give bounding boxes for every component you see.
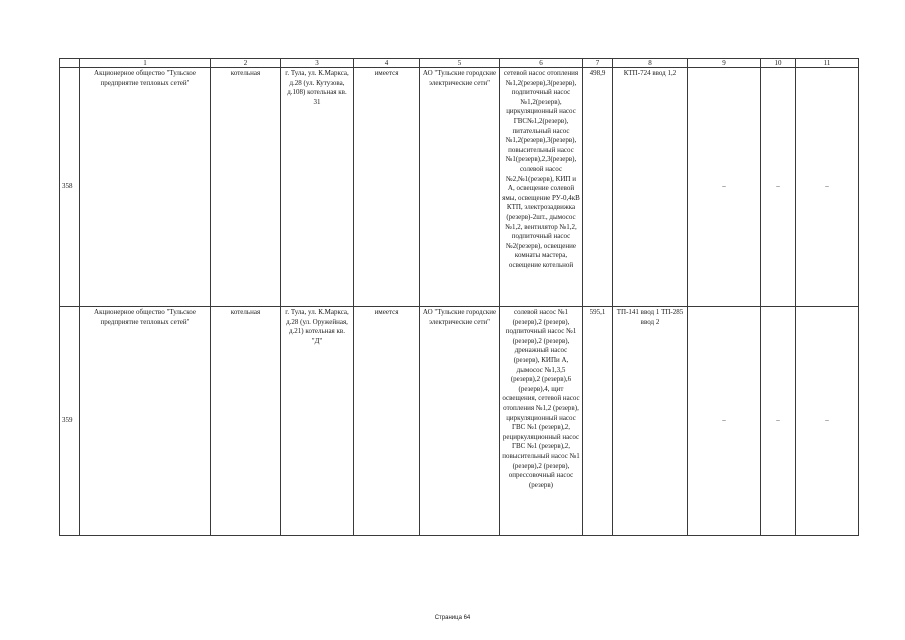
supplier-cell: АО "Тульские городские электрические сети" [420,68,500,307]
power-cell: 595,1 [583,307,613,536]
connection-point-cell: ТП-141 ввод 1 ТП-285 ввод 2 [613,307,688,536]
header-cell-blank [60,59,80,68]
status-cell: имеется [354,307,420,536]
object-type-cell: котельная [211,307,281,536]
header-cell: 1 [80,59,211,68]
equipment-cell: солевой насос №1 (резерв),2 (резерв), подпиточный насос №1 (резерв),2 (резерв), дренажный насос (резерв), КИПи А, дымосос №1,3,5 (резерв),2 (резерв),6 (резерв),4, щит освещения, сетевой насос отопления №1,2 (резерв), циркуляционный насос ГВС №1 (резерв),2, рециркуляционный насос ГВС №1 (резерв),2, повысительный насос №1 (резерв),2 (резерв), опрессовочный насос (резерв) [500,307,583,536]
owner-cell: Акционерное общество "Тульское предприятие тепловых сетей" [80,68,211,307]
address-cell: г. Тула, ул. К.Маркса, д.28 (ул. Кутузова, д.108) котельная кв. 31 [281,68,354,307]
col10-cell: – [761,68,796,307]
row-number: 358 [60,68,80,307]
row-number: 359 [60,307,80,536]
equipment-cell: сетевой насос отопления №1,2(резерв),3(резерв), подпиточный насос №1,2(резерв), циркуляционный насос ГВС№1,2(резерв), питательный насос №1,2(резерв),3(резерв), повысительный насос №1(резерв),2,3(резерв), солевой насос №2,№1(резерв), КИП и А, освещение солевой ямы, освещение РУ-0,4кВ КТП, электрозадвижка (резерв)-2шт., дымосос №1,2, вентилятор №1,2, подпиточный насос №2(резерв), освещение комнаты мастера, освещение котельной [500,68,583,307]
address-cell: г. Тула, ул. К.Маркса, д.28 (ул. Оружейная, д.21) котельная кв. "Д" [281,307,354,536]
column-number-row [60,59,859,68]
supplier-cell: АО "Тульские городские электрические сети" [420,307,500,536]
col11-cell: – [796,307,859,536]
header-cell: 6 [500,59,583,68]
header-cell: 9 [688,59,761,68]
data-table [59,58,859,536]
object-type-cell: котельная [211,68,281,307]
page-footer: Страница 64 [434,615,471,621]
header-cell: 11 [796,59,859,68]
header-cell: 3 [281,59,354,68]
col11-cell: – [796,68,859,307]
header-cell: 10 [761,59,796,68]
col9-cell: – [688,307,761,536]
owner-cell: Акционерное общество "Тульское предприятие тепловых сетей" [80,307,211,536]
header-cell: 2 [211,59,281,68]
header-cell: 8 [613,59,688,68]
table-row [60,307,859,536]
header-cell: 7 [583,59,613,68]
col9-cell: – [688,68,761,307]
header-cell: 5 [420,59,500,68]
status-cell: имеется [354,68,420,307]
header-cell: 4 [354,59,420,68]
power-cell: 498,9 [583,68,613,307]
connection-point-cell: КТП-724 ввод 1,2 [613,68,688,307]
table-row [60,68,859,307]
col10-cell: – [761,307,796,536]
